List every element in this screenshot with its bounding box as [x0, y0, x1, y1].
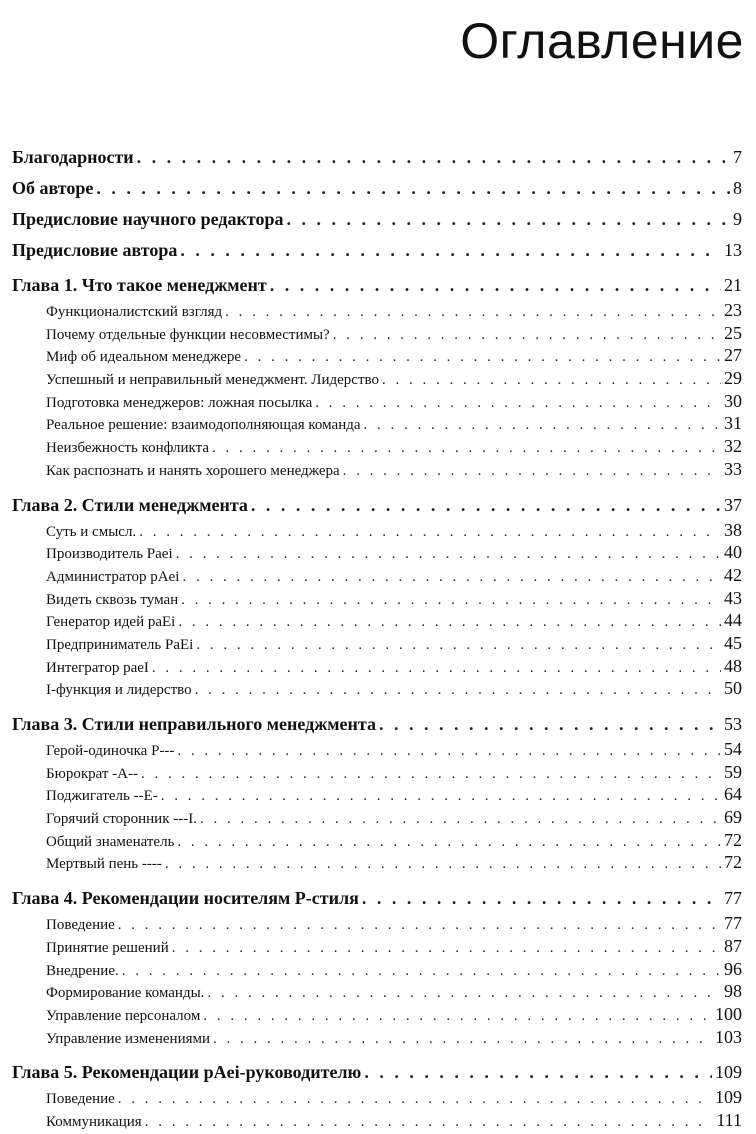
toc-section-entry	[12, 541, 742, 564]
entry-title: Общий знаменатель	[46, 833, 175, 850]
page-number: 42	[724, 564, 742, 585]
dot-leader	[180, 235, 721, 266]
toc-section-entry	[12, 829, 742, 852]
page-number: 30	[724, 390, 742, 411]
entry-title: Глава 4. Рекомендации носителям P-стиля	[12, 888, 359, 909]
toc-section-entry	[12, 587, 742, 610]
dot-leader	[152, 657, 721, 680]
page-number: 48	[724, 655, 742, 676]
entry-title: Глава 1. Что такое менеджмент	[12, 275, 267, 295]
toc-front-entry	[12, 204, 742, 235]
page-number: 54	[724, 739, 742, 759]
entry-title: Генератор идей paEi	[46, 614, 176, 631]
dot-leader	[182, 566, 721, 589]
page-number: 45	[724, 632, 742, 653]
toc-section-entry	[12, 655, 742, 678]
page-number: 13	[724, 240, 742, 260]
toc-section-entry	[12, 851, 742, 874]
dot-leader	[364, 1058, 712, 1086]
entry-title: Поджигатель --E-	[46, 788, 158, 805]
entry-title: Поведение	[46, 1091, 115, 1108]
toc-section-entry	[12, 458, 742, 481]
page-number: 32	[724, 436, 742, 457]
toc-section-entry	[12, 390, 742, 413]
toc-chapter-entry	[12, 491, 742, 519]
entry-title: Глава 3. Стили неправильного менеджмента	[12, 714, 376, 734]
dot-leader	[181, 589, 721, 612]
page-number: 33	[724, 458, 742, 479]
page-number: 23	[724, 300, 742, 320]
dot-leader	[176, 543, 721, 566]
dot-leader	[251, 491, 721, 519]
page-number: 53	[724, 714, 742, 734]
entry-title: Производитель Paei	[46, 546, 173, 563]
page-title: Оглавление	[460, 13, 744, 69]
page-number: 87	[724, 935, 742, 956]
toc-section-entry	[12, 1026, 742, 1049]
dot-leader	[213, 1028, 712, 1051]
toc-section-entry	[12, 1003, 742, 1026]
entry-title: Предисловие научного редактора	[12, 209, 284, 229]
dot-leader	[212, 437, 721, 460]
entry-title: Успешный и неправильный менеджмент. Лидерство	[46, 372, 379, 389]
toc-section-entry	[12, 519, 742, 542]
page-number: 77	[724, 888, 742, 909]
dot-leader	[287, 204, 730, 235]
page-number: 72	[724, 852, 742, 873]
toc-section-entry	[12, 806, 742, 829]
entry-title: Благодарности	[12, 147, 134, 167]
entry-title: Администратор pAei	[46, 568, 180, 585]
entry-title: Бюрократ -A--	[46, 765, 138, 782]
dot-leader	[139, 521, 721, 544]
toc-section-entry	[12, 783, 742, 806]
page-number: 9	[733, 209, 742, 229]
dot-leader	[96, 173, 730, 204]
table-of-contents	[12, 142, 742, 1132]
dot-leader	[196, 634, 721, 657]
entry-title: Коммуникация	[46, 1113, 142, 1130]
entry-title: Подготовка менеджеров: ложная посылка	[46, 394, 313, 411]
dot-leader	[333, 324, 721, 347]
page-number: 40	[724, 542, 742, 563]
toc-section-entry	[12, 322, 742, 345]
entry-title: Об авторе	[12, 178, 94, 198]
page-number: 96	[724, 958, 742, 979]
entry-title: Миф об идеальном менеджере	[46, 349, 242, 366]
toc-section-entry	[12, 632, 742, 655]
entry-title: Мертвый пень ----	[46, 856, 162, 873]
dot-leader	[362, 884, 721, 912]
toc-front-entry	[12, 173, 742, 204]
page-number: 72	[724, 829, 742, 850]
page-number: 98	[724, 981, 742, 1002]
page-number: 31	[724, 413, 742, 434]
page-number: 64	[724, 784, 742, 805]
entry-title: Поведение	[46, 917, 115, 934]
dot-leader	[343, 460, 721, 483]
entry-title: Как распознать и нанять хорошего менеджера	[46, 462, 340, 479]
dot-leader	[161, 785, 721, 808]
toc-section-entry	[12, 980, 742, 1003]
toc-section-entry	[12, 435, 742, 458]
page-number: 100	[715, 1003, 742, 1024]
page-number: 109	[715, 1087, 742, 1108]
page-number: 111	[716, 1109, 742, 1130]
toc-section-entry	[12, 564, 742, 587]
dot-leader	[200, 808, 721, 831]
entry-title: Формирование команды.	[46, 985, 205, 1002]
page-number: 44	[724, 610, 742, 631]
toc-section-entry	[12, 412, 742, 435]
page-number: 7	[733, 147, 742, 167]
toc-section-entry	[12, 958, 742, 981]
entry-title: Суть и смысл.	[46, 523, 137, 540]
dot-leader	[207, 982, 721, 1005]
dot-leader	[178, 611, 721, 634]
dot-leader	[118, 914, 721, 937]
toc-section-entry	[12, 367, 742, 390]
dot-leader	[137, 142, 730, 173]
dot-leader	[364, 414, 721, 437]
dot-leader	[225, 301, 721, 324]
entry-title: Управление персоналом	[46, 1007, 201, 1024]
dot-leader	[379, 710, 721, 738]
dot-leader	[172, 937, 721, 960]
entry-title: Интегратор paeI	[46, 659, 149, 676]
toc-section-entry	[12, 761, 742, 784]
dot-leader	[382, 369, 721, 392]
dot-leader	[165, 853, 721, 876]
toc-section-entry	[12, 935, 742, 958]
entry-title: Предприниматель PaEi	[46, 636, 194, 653]
dot-leader	[177, 831, 721, 854]
page-number: 77	[724, 913, 742, 934]
toc-section-entry	[12, 677, 742, 700]
page-number: 29	[724, 368, 742, 389]
entry-title: Реальное решение: взаимодополняющая команда	[46, 417, 361, 434]
entry-title: Неизбежность конфликта	[46, 440, 210, 457]
toc-section-entry	[12, 609, 742, 632]
toc-section-entry	[12, 344, 742, 367]
toc-section-entry	[12, 1109, 742, 1132]
entry-title: Горячий сторонник ---I.	[46, 811, 197, 828]
page-number: 109	[715, 1062, 742, 1083]
entry-title: Глава 5. Рекомендации pAei-руководителю	[12, 1062, 362, 1083]
dot-leader	[244, 346, 721, 369]
toc-chapter-entry	[12, 271, 742, 299]
page-number: 103	[715, 1026, 742, 1047]
toc-section-entry	[12, 738, 742, 761]
dot-leader	[195, 679, 721, 702]
page-number: 59	[724, 761, 742, 782]
page-number: 50	[724, 678, 742, 699]
page-number: 27	[724, 345, 742, 366]
toc-front-entry	[12, 142, 742, 173]
toc-section-entry	[12, 1086, 742, 1109]
dot-leader	[203, 1005, 712, 1028]
dot-leader	[118, 1088, 712, 1111]
toc-section-entry	[12, 299, 742, 322]
toc-front-entry	[12, 235, 742, 266]
page-number: 8	[733, 178, 742, 198]
dot-leader	[145, 1111, 714, 1134]
entry-title: Видеть сквозь туман	[46, 591, 179, 608]
dot-leader	[270, 271, 721, 299]
page-number: 69	[724, 807, 742, 828]
page-number: 21	[724, 275, 742, 295]
dot-leader	[122, 960, 721, 983]
entry-title: Герой-одиночка P---	[46, 743, 175, 759]
entry-title: Функционалистский взгляд	[46, 304, 223, 320]
toc-chapter-entry	[12, 884, 742, 912]
page-number: 25	[724, 322, 742, 343]
page-number: 43	[724, 587, 742, 608]
dot-leader	[177, 740, 721, 763]
dot-leader	[141, 763, 721, 786]
dot-leader	[315, 392, 721, 415]
entry-title: Глава 2. Стили менеджмента	[12, 494, 248, 515]
toc-chapter-entry	[12, 710, 742, 738]
entry-title: Почему отдельные функции несовместимы?	[46, 326, 330, 343]
entry-title: I-функция и лидерство	[46, 682, 192, 699]
toc-chapter-entry	[12, 1058, 742, 1086]
page-number: 38	[724, 519, 742, 540]
entry-title: Принятие решений	[46, 939, 169, 956]
page-number: 37	[724, 494, 742, 515]
entry-title: Управление изменениями	[46, 1030, 211, 1047]
entry-title: Предисловие автора	[12, 240, 178, 260]
entry-title: Внедрение.	[46, 962, 119, 979]
toc-section-entry	[12, 912, 742, 935]
